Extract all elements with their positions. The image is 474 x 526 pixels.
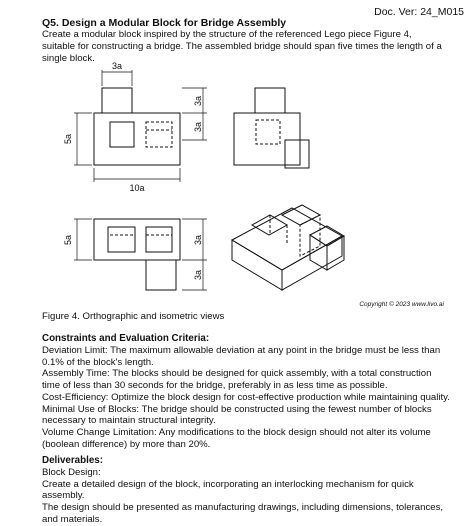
constraint-deviation-limit: Deviation Limit: The maximum allowable deviation at any point in the bridge must be less than 0.1% of the block's length. — [42, 345, 441, 368]
constraint-minimal-blocks: Minimal Use of Blocks: The bridge should be constructed using the fewest number of blocks necessary to maintain structural integrity. — [42, 403, 432, 427]
dim-side-left-height: 5a — [63, 234, 73, 246]
constraints-list — [42, 345, 450, 450]
dim-left-height: 5a — [63, 133, 73, 145]
dim-bottom-length: 10a — [129, 183, 145, 193]
deliverables-title: Deliverables: — [42, 455, 103, 466]
constraint-volume-change: Volume Change Limitation: Any modifications to the block design should not alter its volume (boolean difference) by more than 20%. — [42, 426, 431, 450]
block-design-label: Block Design: — [42, 467, 101, 478]
question-title: Q5. Design a Modular Block for Bridge Assembly — [42, 17, 287, 29]
deliverable-detailed-design: Create a detailed design of the block, incorporating an interlocking mechanism for quick assembly. — [42, 478, 414, 502]
question-intro: Create a modular block inspired by the structure of the referenced Lego piece Figure 4, suitable for constructing a bridge. The assembled bridge should span five times the length of a single block. — [42, 29, 442, 64]
copyright-notice: Copyright © 2023 www.livo.ai — [359, 301, 444, 308]
dim-right-lower: 3a — [193, 121, 203, 133]
isometric-view-drawing — [232, 205, 344, 290]
constraint-cost-efficiency: Cost-Efficiency: Optimize the block design for cost-effective production while maintaining quality. — [42, 391, 450, 403]
orthographic-isometric-figure — [42, 60, 447, 312]
deliverables-list — [42, 467, 450, 526]
constraints-title: Constraints and Evaluation Criteria: — [42, 333, 210, 344]
front-view-drawing — [94, 219, 180, 290]
top-view-drawing — [94, 88, 180, 165]
deliverable-manufacturing-drawings: The design should be presented as manufacturing drawings, including dimensions, tolerances, and materials. — [42, 502, 444, 525]
figure-caption: Figure 4. Orthographic and isometric views — [42, 311, 225, 322]
side-view-drawing — [234, 88, 309, 168]
dim-right-upper: 3a — [193, 95, 203, 107]
document-version: Doc. Ver: 24_M015 — [374, 6, 464, 18]
dim-top-width: 3a — [111, 61, 123, 71]
dim-side-right-upper: 3a — [193, 234, 203, 246]
dim-side-right-lower: 3a — [193, 269, 203, 281]
constraint-assembly-time: Assembly Time: The blocks should be designed for quick assembly, with a total construction time of less than 30 seconds for the bridge, preferably in as less time as possible. — [42, 368, 432, 392]
